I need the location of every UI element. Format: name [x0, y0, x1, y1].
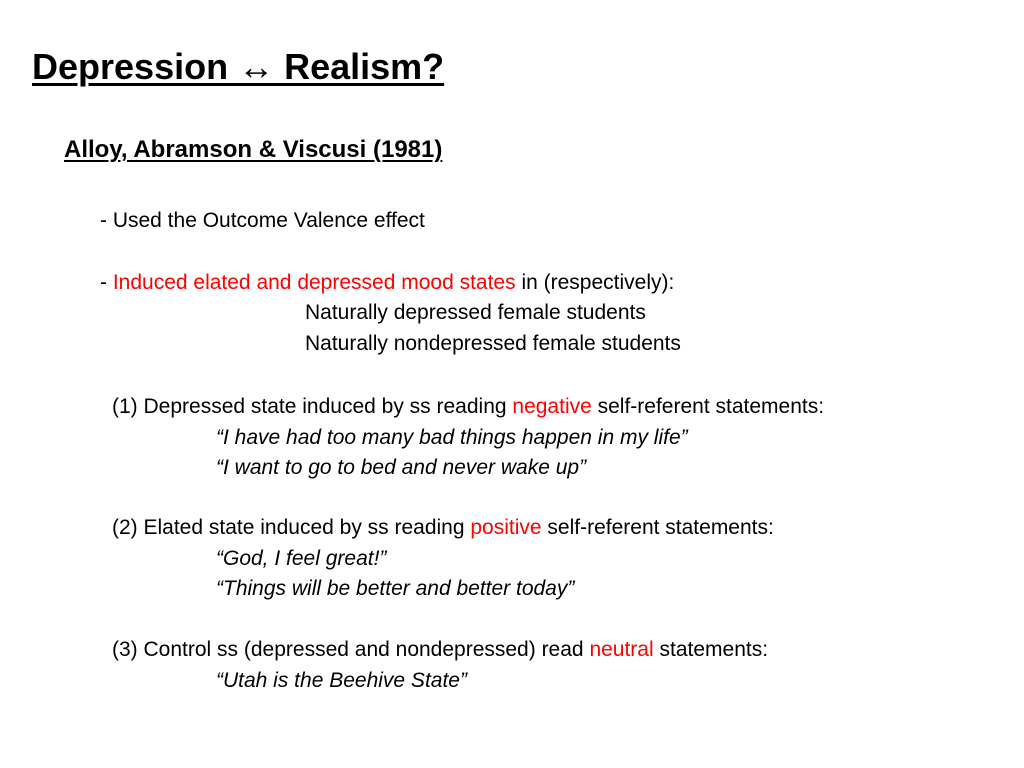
quote-1a: “I have had too many bad things happen in my life” [216, 426, 688, 449]
quote-2a: “God, I feel great!” [216, 547, 387, 570]
item-elated-state [112, 517, 774, 538]
item-2-suffix: self-referent statements: [541, 516, 774, 539]
item-2-highlight: positive [470, 516, 542, 539]
quote-3a: “Utah is the Beehive State” [216, 669, 467, 692]
bullet-outcome-valence: - Used the Outcome Valence effect [100, 209, 425, 232]
item-3-suffix: statements: [653, 638, 769, 661]
item-1-prefix: (1) Depressed state induced by ss reading [112, 395, 513, 418]
bullet-induced-moods [100, 272, 674, 293]
quote-2b: “Things will be better and better today” [216, 577, 575, 600]
bullet-induced-prefix: - [100, 271, 113, 294]
citation-heading: Alloy, Abramson & Viscusi (1981) [64, 136, 443, 163]
slide-title: Depression ↔ Realism? [32, 46, 445, 87]
group-nondepressed: Naturally nondepressed female students [305, 332, 681, 355]
bullet-induced-highlight: Induced elated and depressed mood states [112, 271, 516, 294]
item-3-highlight: neutral [589, 638, 654, 661]
item-2-prefix: (2) Elated state induced by ss reading [112, 516, 471, 539]
item-depressed-state [112, 396, 824, 417]
item-3-prefix: (3) Control ss (depressed and nondepressed) read [112, 638, 590, 661]
group-depressed: Naturally depressed female students [305, 301, 646, 324]
item-1-highlight: negative [512, 395, 592, 418]
quote-1b: “I want to go to bed and never wake up” [216, 456, 587, 479]
bullet-induced-suffix: in (respectively): [515, 271, 675, 294]
item-control [112, 639, 768, 660]
item-1-suffix: self-referent statements: [591, 395, 825, 418]
